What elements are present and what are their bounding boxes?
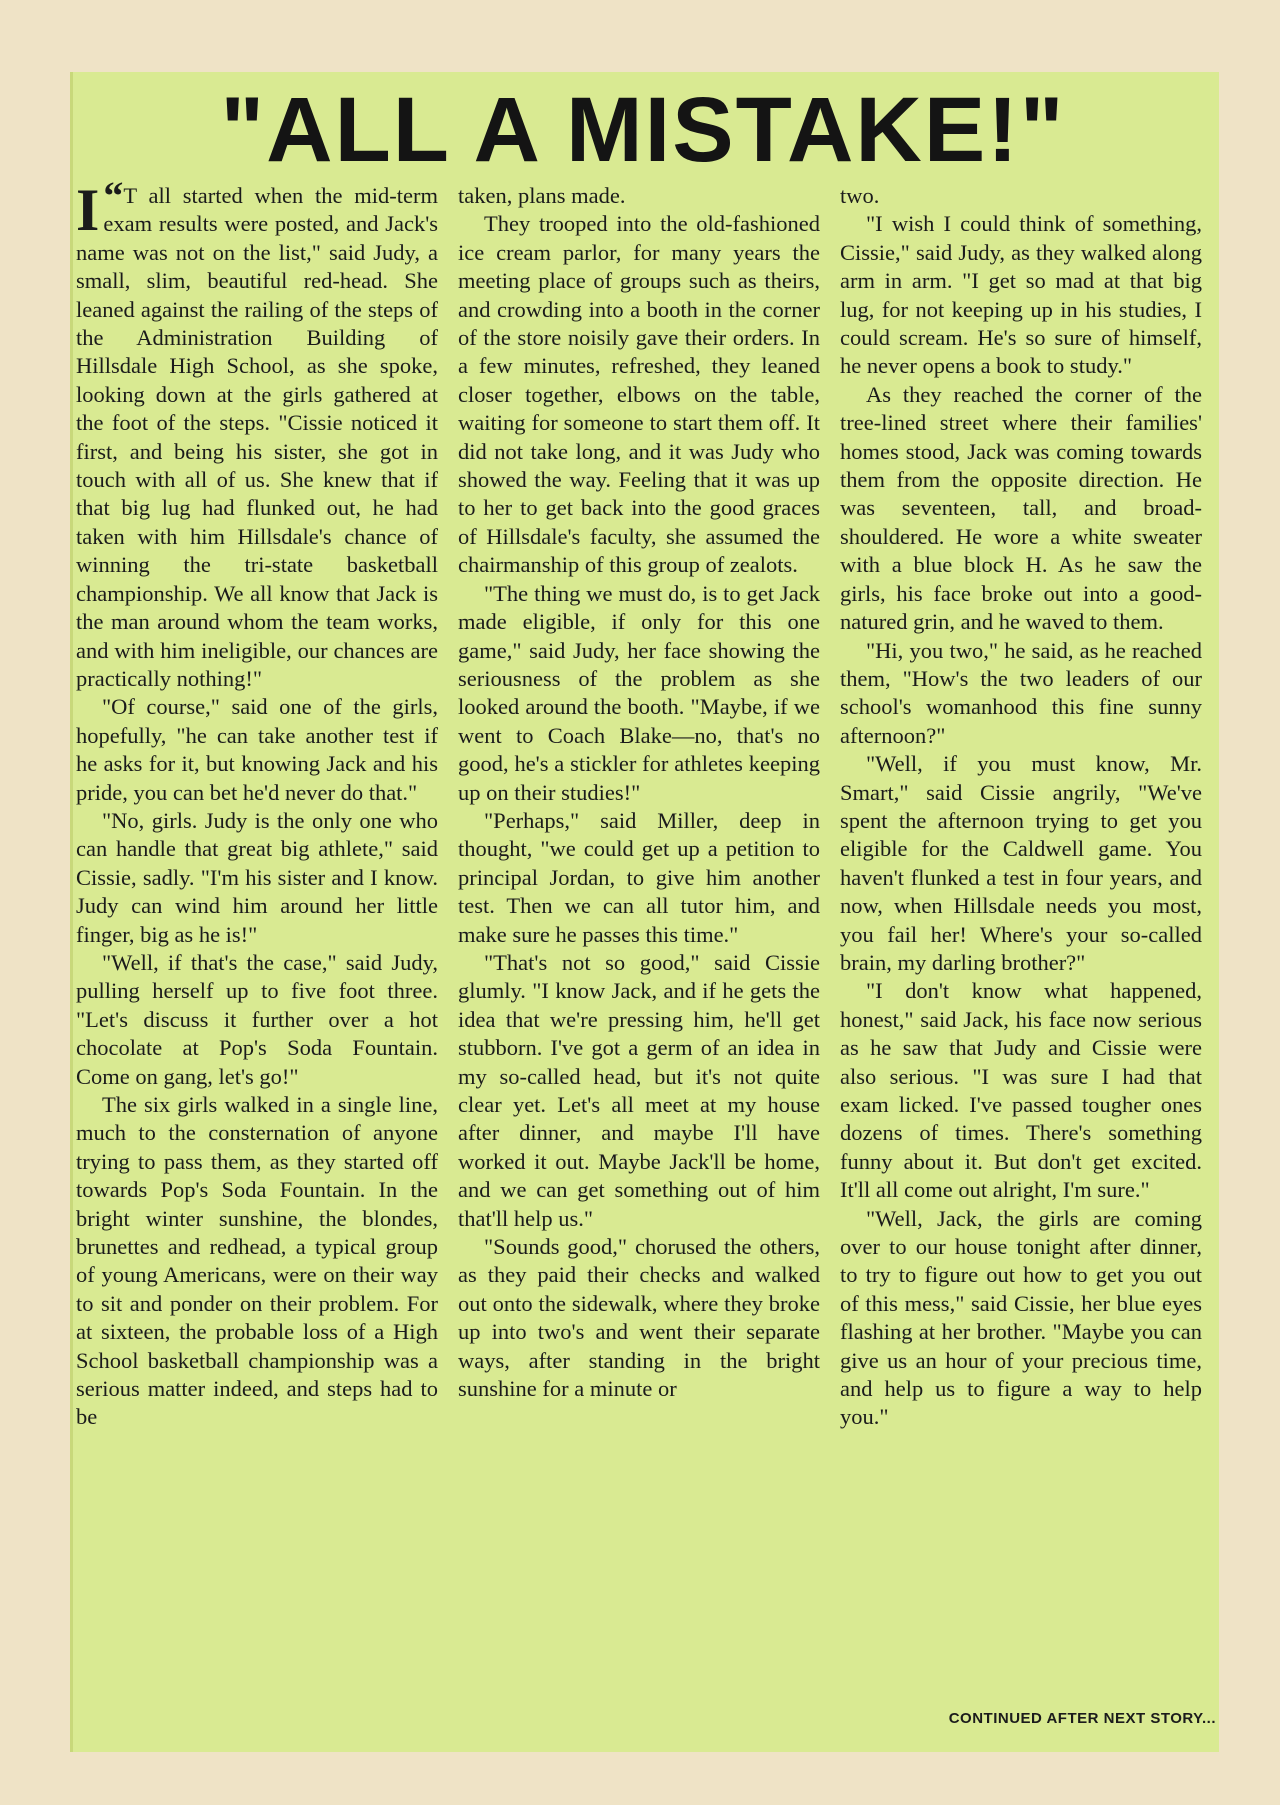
text-column-3 bbox=[840, 182, 1202, 1707]
paragraph: "Well, if you must know, Mr. Smart," said Cissie angrily, "We've spent the afternoon trying to get you eligible for the Caldwell game. You haven't flunked a test in four years, and now, when Hillsdale needs you most, you fail her! Where's your so-called brain, my darling brother?" bbox=[840, 751, 1202, 975]
paragraph: "That's not so good," said Cissie glumly. "I know Jack, and if he gets the idea that we're pressing him, he'll get stubborn. I've got a germ of an idea in my so-called head, but it's not quite clear yet. Let's all meet at my house after dinner, and maybe I'll have worked it out. Maybe Jack'll be home, and we can get something out of him that'll help us." bbox=[458, 949, 820, 1231]
drop-cap: I bbox=[76, 182, 100, 243]
paragraph: "Well, if that's the case," said Judy, pulling herself up to five foot three. "Let's discuss it further over a hot chocolate at Pop's Soda Fountain. Come on gang, let's go!" bbox=[76, 949, 438, 1089]
paragraph: "The thing we must do, is to get Jack made eligible, if only for this one game," said Judy, her face showing the seriousness of the problem as she looked around the booth. "Maybe, if we went to Coach Blake—no, that's no good, he's a stickler for athletes keeping up on their studies!" bbox=[458, 580, 820, 805]
paragraph: "I don't know what happened, honest," said Jack, his face now serious as he saw that Judy and Cissie were also serious. "I was sure I had that exam licked. I've passed tougher ones dozens of times. There's something funny about it. But don't get excited. It'll all come out alright, I'm sure." bbox=[840, 978, 1202, 1203]
paragraph: "Of course," said one of the girls, hopefully, "he can take another test if he asks for it, but knowing Jack and his pride, you can bet he'd never do that." bbox=[76, 694, 438, 805]
paragraph: The six girls walked in a single line, much to the consternation of anyone trying to pass them, as they started off towards Pop's Soda Fountain. In the bright winter sunshine, the blondes, brunettes and redhead, a typical group of young Americans, were on their way to sit and ponder on their problem. For at sixteen, the probable loss of a High School basketball championship was a serious matter indeed, and steps had to be bbox=[76, 1092, 438, 1430]
paragraph: "Well, Jack, the girls are coming over to our house tonight after dinner, to try to figure out how to get you out of this mess," said Cissie, her blue eyes flashing at her brother. "Maybe you can give us an hour of your precious time, and help us to figure a way to help you." bbox=[840, 1205, 1202, 1430]
paragraph: two. bbox=[840, 183, 880, 208]
paragraph: taken, plans made. bbox=[458, 183, 626, 208]
text-column-1 bbox=[76, 182, 438, 1707]
paragraph-text: T all started when the mid-term exam results were posted, and Jack's name was not on the list," said Judy, a small, slim, beautiful red-head. She leaned against the railing of the steps of the Administration Building of Hillsdale High School, as she spoke, looking down at the girls gathered at the foot of the steps. "Cissie noticed it first, and being his sister, she got in touch with all of us. She knew that if that big lug had flunked out, he had taken with him Hillsdale's chance of winning the tri-state basketball championship. We all know that Jack is the man around whom the team works, and with him ineligible, our chances are practically nothing!" bbox=[76, 183, 438, 691]
paragraph: "Sounds good," chorused the others, as they paid their checks and walked out onto the sidewalk, where they broke up into two's and went their separate ways, after standing in the bright sunshine for a minute or bbox=[458, 1234, 820, 1402]
paragraph: As they reached the corner of the tree-lined street where their families' homes stood, Jack was coming towards them from the opposite direction. He was seventeen, tall, and broad-shouldered. He wore a white sweater with a blue block H. As he saw the girls, his face broke out into a good-natured grin, and he waved to them. bbox=[840, 381, 1202, 635]
paragraph: "I wish I could think of something, Cissie," said Judy, as they walked along arm in arm. "I get so mad at that big lug, for not keeping up in his studies, I could scream. He's so sure of himself, he never opens a book to study." bbox=[840, 211, 1202, 379]
paragraph: "No, girls. Judy is the only one who can handle that great big athlete," said Cissie, sadly. "I'm his sister and I know. Judy can wind him around her little finger, big as he is!" bbox=[76, 807, 438, 947]
opening-paragraph bbox=[76, 182, 438, 693]
story-title: "ALL A MISTAKE!" bbox=[220, 79, 1066, 181]
paragraph: They trooped into the old-fashioned ice cream parlor, for many years the meeting place of groups such as theirs, and crowding into a booth in the corner of the store noisily gave their orders. In a few minutes, refreshed, they leaned closer together, elbows on the table, waiting for someone to start them off. It did not take long, and it was Judy who showed the way. Feeling that it was up to her to get back into the good graces of Hillsdale's faculty, she assumed the chairmanship of this group of zealots. bbox=[458, 211, 820, 578]
drop-quote: “ bbox=[103, 182, 124, 218]
text-column-2 bbox=[458, 182, 820, 1707]
paragraph: "Perhaps," said Miller, deep in thought, "we could get up a petition to principal Jordan, to give him another test. Then we can all tutor him, and make sure he passes this time." bbox=[458, 807, 820, 947]
continued-note: CONTINUED AFTER NEXT STORY... bbox=[948, 1710, 1216, 1727]
paragraph: "Hi, you two," he said, as he reached them, "How's the two leaders of our school's womanhood this fine sunny afternoon?" bbox=[840, 637, 1202, 748]
